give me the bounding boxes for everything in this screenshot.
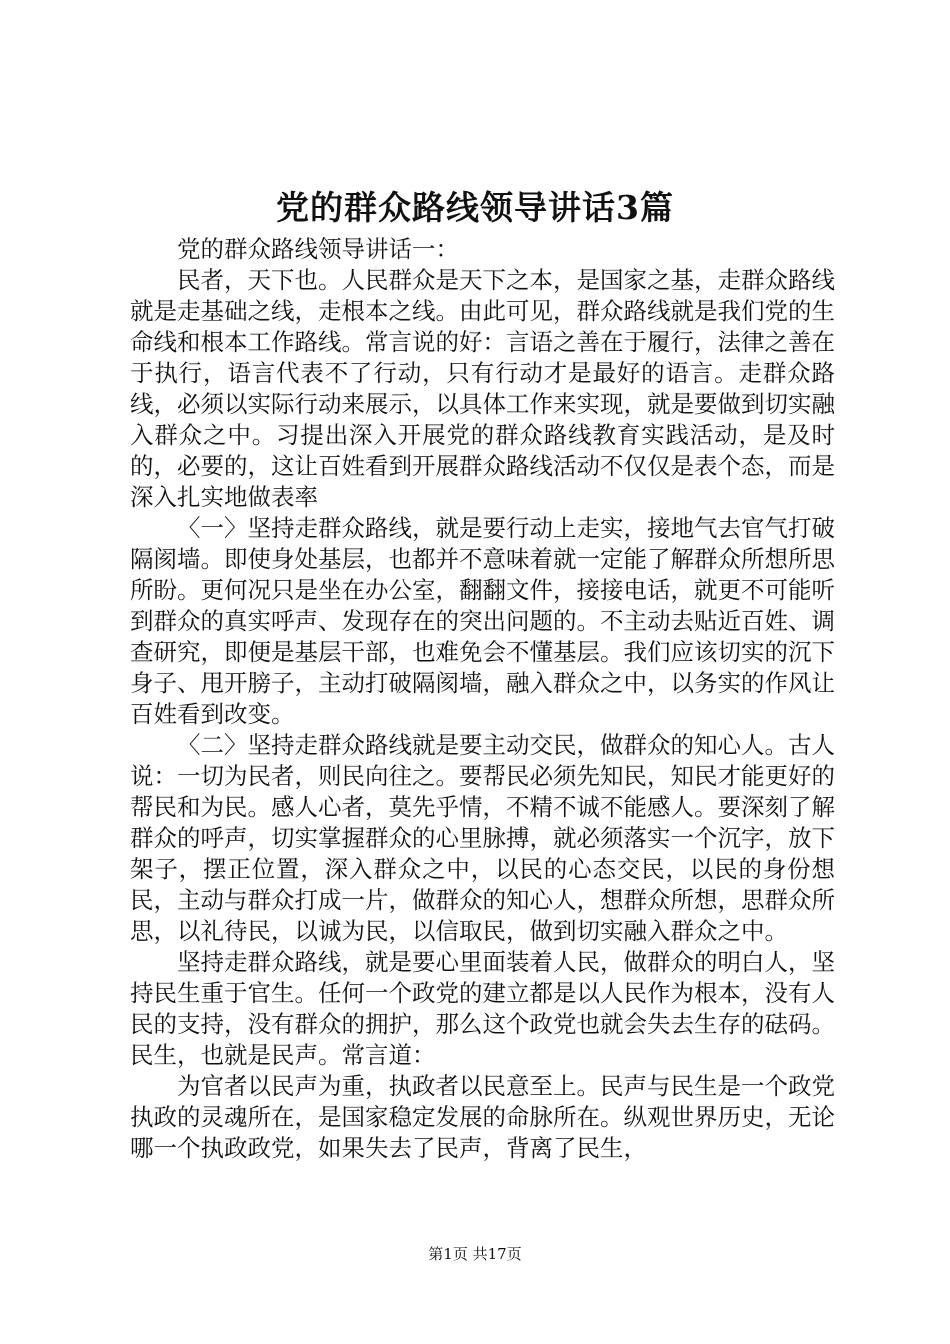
page-footer: 第1页 共17页 <box>428 1245 522 1263</box>
paragraph-3: 〈一〉坚持走群众路线，就是要行动上走实，接地气去官气打破隔阂墙。即使身处基层，也都并不意味着就一定能了解群众所想所思所盼。更何况只是坐在办公室，翻翻文件，接接电话，就更不可能听到群众的真实呼声、发现存在的突出问题的。不主动去贴近百姓、调查研究，即便是基层干部，也难免会不懂基层。我们应该切实的沉下身子、甩开膀子，主动打破隔阂墙，融入群众之中，以务实的作风让百姓看到改变。 <box>130 514 835 728</box>
document-body <box>130 234 835 1164</box>
paragraph-5: 坚持走群众路线，就是要心里面装着人民，做群众的明白人，坚持民生重于官生。任何一个政党的建立都是以人民作为根本，没有人民的支持，没有群众的拥护，那么这个政党也就会失去生存的砝码。民生，也就是民声。常言道： <box>130 948 835 1069</box>
paragraph-2: 民者，天下也。人民群众是天下之本，是国家之基，走群众路线就是走基础之线，走根本之线。由此可见，群众路线就是我们党的生命线和根本工作路线。常言说的好：言语之善在于履行，法律之善在于执行，语言代表不了行动，只有行动才是最好的语言。走群众路线，必须以实际行动来展示，以具体工作来实现，就是要做到切实融入群众之中。习提出深入开展党的群众路线教育实践活动，是及时的，必要的，这让百姓看到开展群众路线活动不仅仅是表个态，而是深入扎实地做表率 <box>130 266 835 511</box>
document-title: 党的群众路线领导讲话3篇 <box>276 188 674 227</box>
paragraph-6: 为官者以民声为重，执政者以民意至上。民声与民生是一个政党执政的灵魂所在，是国家稳定发展的命脉所在。纵观世界历史，无论哪一个执政政党，如果失去了民声，背离了民生， <box>130 1072 835 1162</box>
paragraph-4: 〈二〉坚持走群众路线就是要主动交民，做群众的知心人。古人说：一切为民者，则民向往之。要帮民必须先知民，知民才能更好的帮民和为民。感人心者，莫先乎情，不精不诚不能感人。要深刻了解群众的呼声，切实掌握群众的心里脉搏，就必须落实一个沉字，放下架子，摆正位置，深入群众之中，以民的心态交民，以民的身份想民，主动与群众打成一片，做群众的知心人，想群众所想，思群众所思，以礼待民，以诚为民，以信取民，做到切实融入群众之中。 <box>130 731 835 945</box>
paragraph-1: 党的群众路线领导讲话一： <box>177 235 459 263</box>
